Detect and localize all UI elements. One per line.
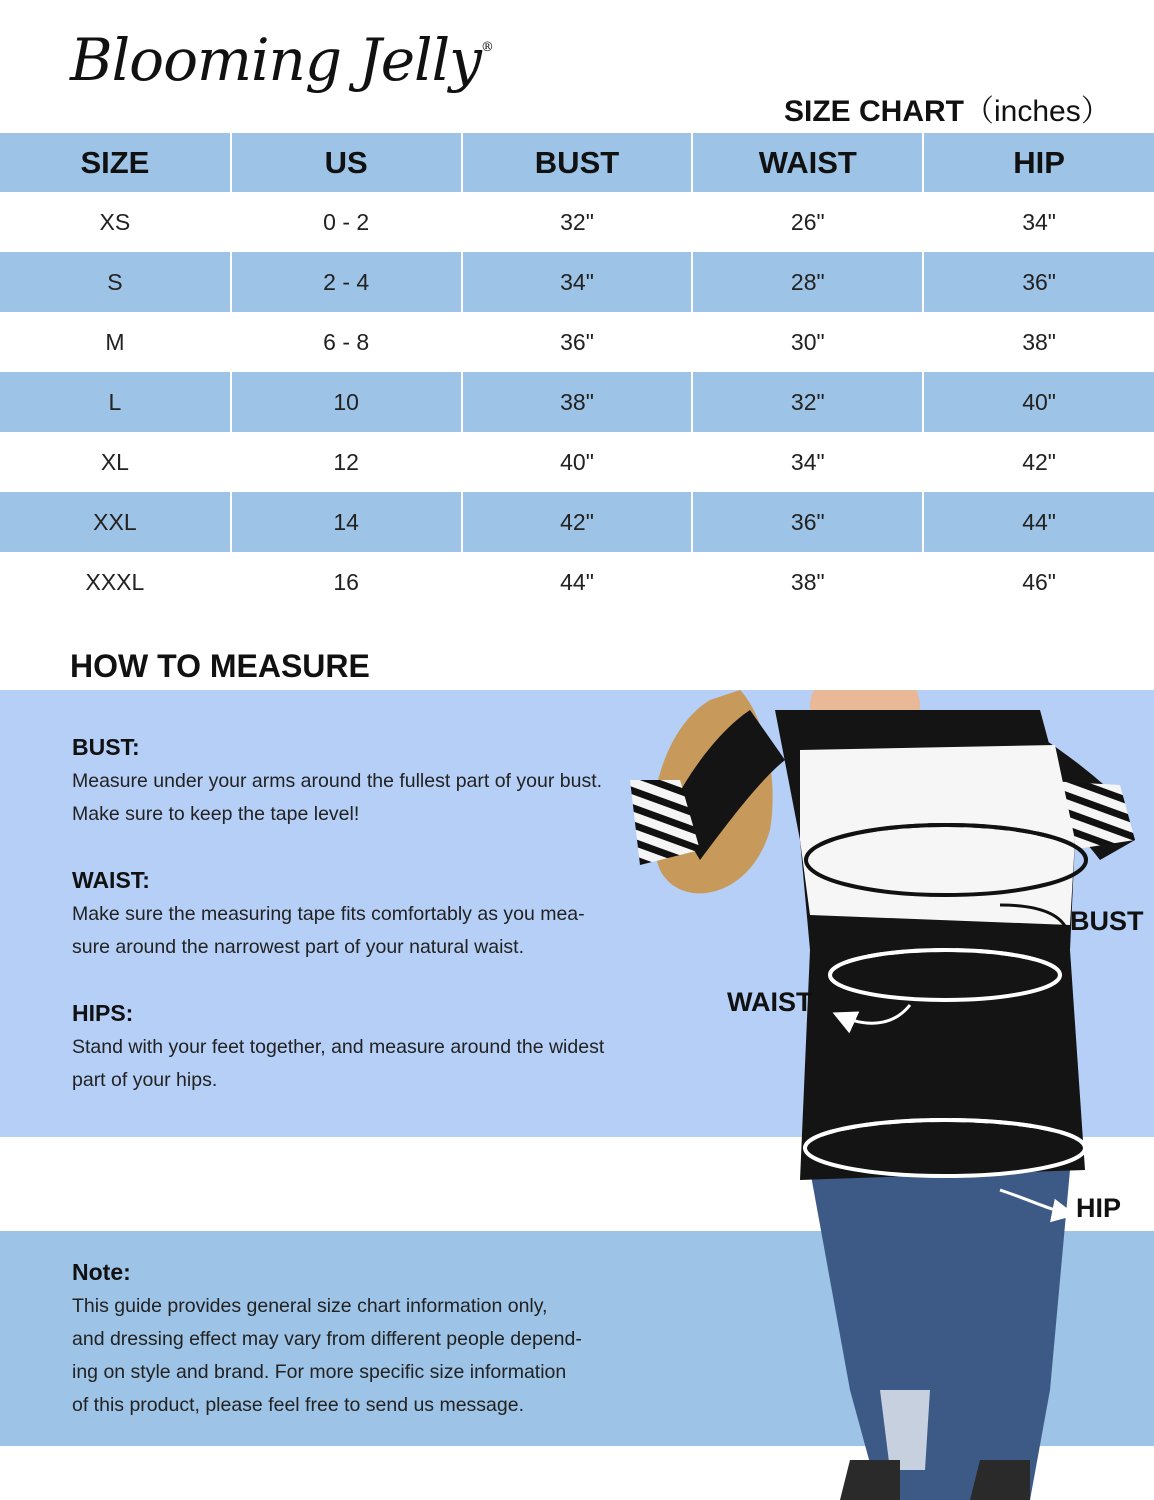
note-text: This guide provides general size chart information only, and dressing effect may vary from different people depend- ing on style and brand. For more specific size information of this product, please feel free to send us message.: [72, 1295, 582, 1416]
cell-bust: 42": [462, 492, 693, 552]
cell-size: S: [0, 252, 231, 312]
cell-size: XS: [0, 192, 231, 252]
cell-waist: 30": [692, 312, 923, 372]
figure-label-bust: BUST: [1070, 906, 1144, 936]
table-row: [0, 312, 1154, 372]
size-table: [0, 133, 1154, 612]
cell-hip: 42": [923, 432, 1154, 492]
bust-instructions: [72, 734, 602, 831]
cell-waist: 26": [692, 192, 923, 252]
model-illustration: [600, 690, 1154, 1500]
table-row: [0, 432, 1154, 492]
cell-us: 16: [231, 552, 462, 612]
table-header-row: [0, 133, 1154, 192]
cell-hip: 44": [923, 492, 1154, 552]
cell-size: XXXL: [0, 552, 231, 612]
waist-text: Make sure the measuring tape fits comfortably as you mea- sure around the narrowest part of your natural waist.: [72, 903, 585, 958]
cell-hip: 40": [923, 372, 1154, 432]
note-block: [72, 1259, 582, 1422]
header-waist: WAIST: [692, 133, 923, 192]
cell-size: XXL: [0, 492, 231, 552]
note-heading: Note:: [72, 1259, 131, 1285]
how-to-measure-title: HOW TO MEASURE: [70, 648, 370, 684]
hips-heading: HIPS:: [72, 1000, 134, 1026]
header-bust: BUST: [462, 133, 693, 192]
brand-logo: [70, 26, 493, 94]
boot-right: [970, 1460, 1030, 1500]
table-row: [0, 192, 1154, 252]
figure-label-hip: HIP: [1076, 1193, 1122, 1223]
cell-bust: 38": [462, 372, 693, 432]
header-size: SIZE: [0, 133, 231, 192]
bust-text: Measure under your arms around the fullest part of your bust. Make sure to keep the tape level!: [72, 770, 603, 825]
cell-size: M: [0, 312, 231, 372]
cell-us: 14: [231, 492, 462, 552]
waist-instructions: [72, 867, 585, 964]
registered-mark: ®: [480, 40, 493, 55]
cell-us: 12: [231, 432, 462, 492]
table-row: [0, 492, 1154, 552]
size-chart-title: [784, 86, 1111, 130]
table-row: [0, 252, 1154, 312]
hips-text: Stand with your feet together, and measure around the widest part of your hips.: [72, 1036, 605, 1091]
header-hip: HIP: [923, 133, 1154, 192]
figure-label-waist: WAIST: [727, 987, 813, 1017]
table-row: [0, 372, 1154, 432]
cell-size: XL: [0, 432, 231, 492]
cell-waist: 34": [692, 432, 923, 492]
cell-bust: 34": [462, 252, 693, 312]
jeans-shape: [810, 1170, 1070, 1500]
cell-hip: 38": [923, 312, 1154, 372]
cell-bust: 32": [462, 192, 693, 252]
cell-size: L: [0, 372, 231, 432]
cell-us: 2 - 4: [231, 252, 462, 312]
cell-waist: 38": [692, 552, 923, 612]
logo-text: Blooming Jelly: [70, 26, 481, 94]
cell-us: 6 - 8: [231, 312, 462, 372]
cell-us: 10: [231, 372, 462, 432]
cell-bust: 36": [462, 312, 693, 372]
cell-bust: 40": [462, 432, 693, 492]
header-us: US: [231, 133, 462, 192]
size-chart-unit: （inches）: [964, 95, 1111, 128]
size-chart-title-text: SIZE CHART: [784, 95, 964, 128]
cell-hip: 36": [923, 252, 1154, 312]
cell-waist: 28": [692, 252, 923, 312]
cell-us: 0 - 2: [231, 192, 462, 252]
table-row: [0, 552, 1154, 612]
cell-waist: 36": [692, 492, 923, 552]
cell-waist: 32": [692, 372, 923, 432]
cell-hip: 46": [923, 552, 1154, 612]
waist-heading: WAIST:: [72, 867, 150, 893]
cell-hip: 34": [923, 192, 1154, 252]
hips-instructions: [72, 1000, 604, 1097]
bust-heading: BUST:: [72, 734, 140, 760]
boot-left: [840, 1460, 900, 1500]
cell-bust: 44": [462, 552, 693, 612]
